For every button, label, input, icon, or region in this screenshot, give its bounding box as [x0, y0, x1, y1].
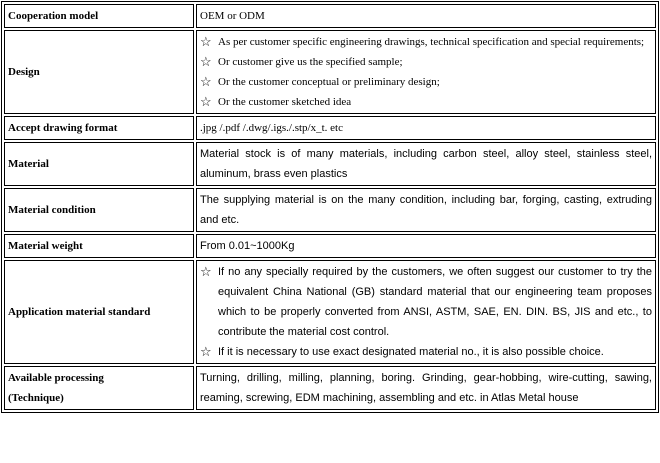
row-cooperation-model	[4, 4, 656, 28]
list-item: ☆ If no any specially required by the customers, we often suggest our customer to try the equivalent China National (GB) standard material that our engineering team proposes which to be properly converted from ANSI, ASTM, SAE, EN. DIN. BS, JIS and etc., to contribute the material cost control.	[200, 264, 652, 338]
row-drawing-format	[4, 116, 656, 140]
value-material: Material stock is of many materials, including carbon steel, alloy steel, stainless steel, aluminum, brass even plastics	[196, 142, 656, 186]
value-material-weight: From 0.01~1000Kg	[196, 234, 656, 258]
star-icon: ☆	[200, 264, 212, 279]
row-material-condition	[4, 188, 656, 232]
row-material-weight	[4, 234, 656, 258]
label-material: Material	[4, 142, 194, 186]
list-item: ☆ Or the customer sketched idea	[200, 92, 652, 112]
list-item: ☆ If it is necessary to use exact designated material no., it is also possible choice.	[200, 342, 652, 362]
star-icon: ☆	[200, 54, 212, 69]
value-cooperation-model: OEM or ODM	[196, 4, 656, 28]
label-processing-line2: (Technique)	[8, 392, 64, 404]
star-icon: ☆	[200, 94, 212, 109]
value-application-standard	[196, 260, 656, 364]
list-item: ☆ Or the customer conceptual or preliminary design;	[200, 72, 652, 92]
label-material-condition: Material condition	[4, 188, 194, 232]
label-processing-line1: Available processing	[8, 372, 104, 384]
value-drawing-format: .jpg /.pdf /.dwg/.igs./.stp/x_t. etc	[196, 116, 656, 140]
row-design	[4, 30, 656, 114]
specification-table	[1, 1, 659, 413]
row-processing	[4, 366, 656, 410]
value-processing: Turning, drilling, milling, planning, boring. Grinding, gear-hobbing, wire-cutting, sawing, reaming, screwing, EDM machining, assembling and etc. in Atlas Metal house	[196, 366, 656, 410]
list-item: ☆ As per customer specific engineering drawings, technical specification and special requirements;	[200, 32, 652, 52]
value-design	[196, 30, 656, 114]
label-cooperation-model: Cooperation model	[4, 4, 194, 28]
value-material-condition: The supplying material is on the many condition, including bar, forging, casting, extruding and etc.	[196, 188, 656, 232]
star-icon: ☆	[200, 74, 212, 89]
label-application-standard: Application material standard	[4, 260, 194, 364]
row-material	[4, 142, 656, 186]
star-icon: ☆	[200, 34, 212, 49]
row-application-standard	[4, 260, 656, 364]
label-material-weight: Material weight	[4, 234, 194, 258]
label-processing	[4, 366, 194, 410]
label-design: Design	[4, 30, 194, 114]
list-item: ☆ Or customer give us the specified sample;	[200, 52, 652, 72]
star-icon: ☆	[200, 344, 212, 359]
label-drawing-format: Accept drawing format	[4, 116, 194, 140]
